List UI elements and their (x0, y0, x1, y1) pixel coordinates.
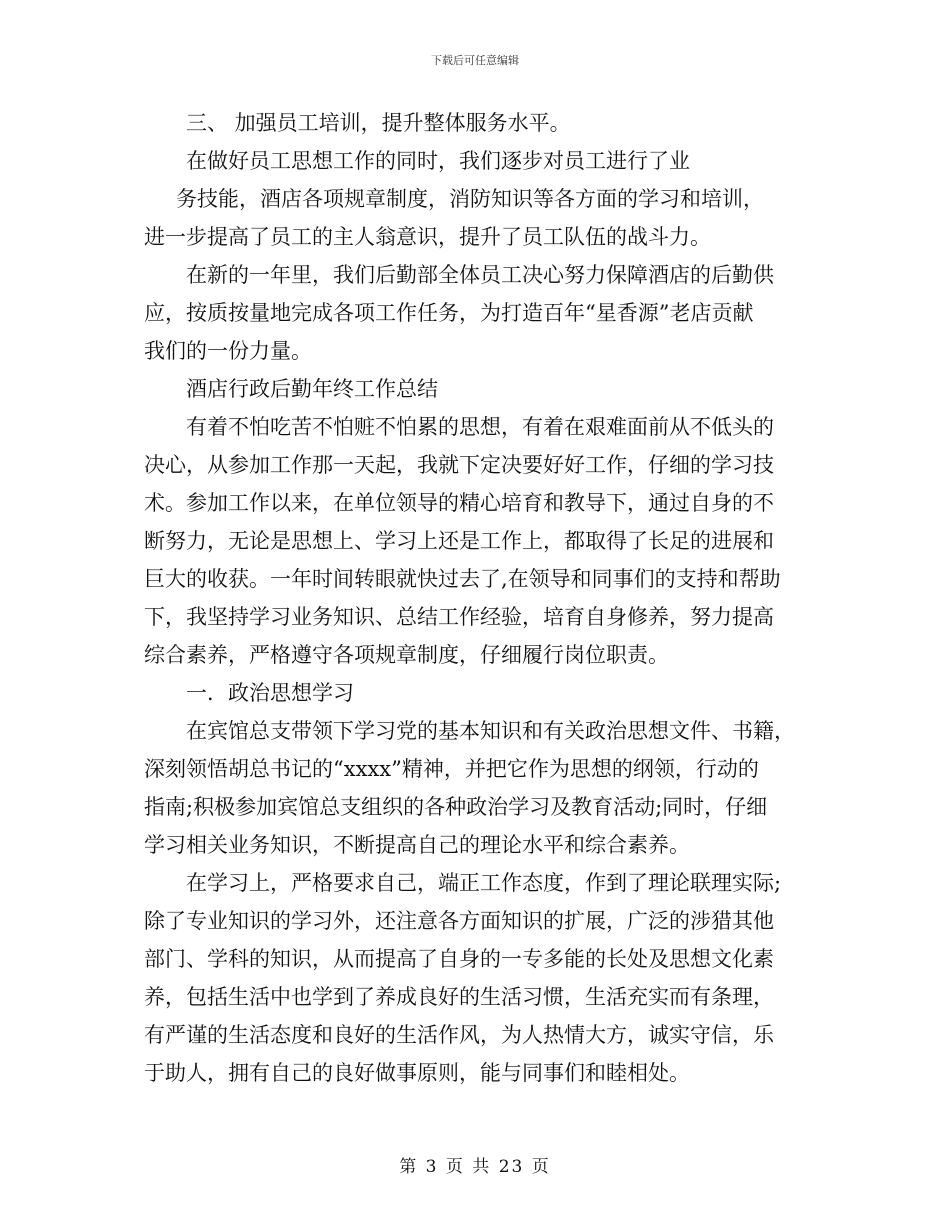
paragraph-line: 应，按质按量地完成各项工作任务，为打造百年“星香源”老店贡献 (144, 301, 754, 325)
paragraph-line: 术。参加工作以来，在单位领导的精心培育和教导下，通过自身的不 (144, 491, 774, 515)
paragraph-line: 学习相关业务知识，不断提高自己的理论水平和综合素养。 (144, 833, 690, 857)
page-number-footer: 第 3 页 共 23 页 (399, 1157, 551, 1177)
paragraph-line: 在做好员工思想工作的同时，我们逐步对员工进行了业 (186, 149, 690, 173)
paragraph-line: 指南;积极参加宾馆总支组织的各种政治学习及教育活动;同时，仔细 (144, 795, 768, 819)
paragraph-line: 决心，从参加工作那一天起，我就下定决要好好工作，仔细的学习技 (144, 453, 774, 477)
paragraph-line: 于助人，拥有自己的良好做事原则，能与同事们和睦相处。 (144, 1061, 690, 1085)
paragraph-line: 巨大的收获。一年时间转眼就快过去了,在领导和同事们的支持和帮助 (144, 567, 781, 591)
paragraph-line: 断努力，无论是思想上、学习上还是工作上，都取得了长足的进展和 (144, 529, 774, 553)
paragraph-line: 在宾馆总支带领下学习党的基本知识和有关政治思想文件、书籍， (186, 719, 795, 743)
document-title: 酒店行政后勤年终工作总结 (186, 377, 438, 401)
paragraph-line: 进一步提高了员工的主人翁意识，提升了员工队伍的战斗力。 (144, 225, 711, 249)
paragraph-line: 深刻领悟胡总书记的“xxxx”精神，并把它作为思想的纲领，行动的 (144, 757, 759, 781)
section-heading-politics: 一．政治思想学习 (186, 681, 354, 705)
document-body (144, 104, 809, 1092)
paragraph-line: 部门、学科的知识，从而提高了自身的一专多能的长处及思想文化素 (144, 947, 774, 971)
paragraph-line: 务技能，酒店各项规章制度，消防知识等各方面的学习和培训， (176, 187, 764, 211)
paragraph-line: 有严谨的生活态度和良好的生活作风，为人热情大方，诚实守信，乐 (144, 1023, 774, 1047)
paragraph-line: 养，包括生活中也学到了养成良好的生活习惯，生活充实而有条理， (144, 985, 774, 1009)
paragraph-line: 有着不怕吃苦不怕赃不怕累的思想，有着在艰难面前从不低头的 (186, 415, 774, 439)
paragraph-line: 综合素养，严格遵守各项规章制度，仔细履行岗位职责。 (144, 643, 669, 667)
paragraph-line: 在新的一年里，我们后勤部全体员工决心努力保障酒店的后勤供 (186, 263, 774, 287)
paragraph-line: 在学习上，严格要求自己，端正工作态度，作到了理论联理实际; (186, 871, 782, 895)
section-heading-training: 三、 加强员工培训，提升整体服务水平。 (186, 111, 571, 135)
paragraph-line: 除了专业知识的学习外，还注意各方面知识的扩展，广泛的涉猎其他 (144, 909, 774, 933)
paragraph-line: 我们的一份力量。 (144, 339, 312, 363)
page-header-note: 下载后可任意编辑 (431, 54, 519, 67)
paragraph-line: 下，我坚持学习业务知识、总结工作经验，培育自身修养，努力提高 (144, 605, 774, 629)
